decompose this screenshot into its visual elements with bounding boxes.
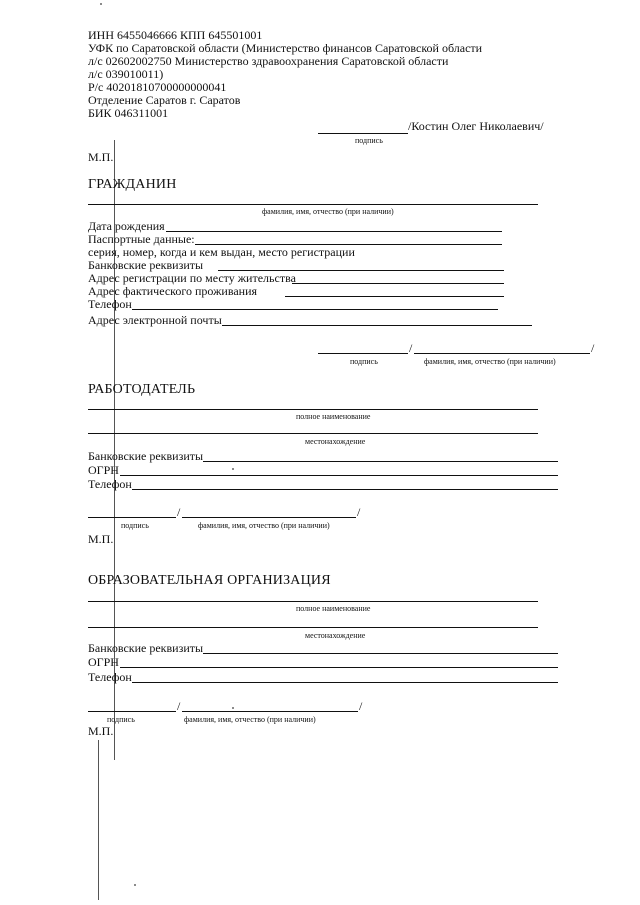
citizen-sign-caption: подпись <box>350 357 378 366</box>
bik: БИК 046311001 <box>88 106 169 120</box>
signer-caption: подпись <box>355 136 383 145</box>
edu-location-caption: местонахождение <box>305 631 366 640</box>
signer-name: /Костин Олег Николаевич/ <box>408 119 544 133</box>
citizen-fio-caption: фамилия, имя, отчество (при наличии) <box>262 207 394 216</box>
employer-phone-field[interactable] <box>132 489 558 490</box>
slash: / <box>177 699 181 713</box>
birth-label: Дата рождения <box>88 219 165 233</box>
edu-signature-line[interactable] <box>88 711 176 712</box>
account-line-2: л/с 039010011) <box>88 67 164 81</box>
employer-heading: РАБОТОДАТЕЛЬ <box>88 382 196 397</box>
employer-sign-caption: подпись <box>121 521 149 530</box>
slash: / <box>359 699 363 713</box>
slash: / <box>177 505 181 519</box>
edu-bank-label: Банковские реквизиты <box>88 641 204 655</box>
actual-address-label: Адрес фактического проживания <box>88 284 258 298</box>
employer-ogrn-label: ОГРН <box>88 463 119 477</box>
employer-stamp-place: М.П. <box>88 532 114 546</box>
passport-detail-label: серия, номер, когда и кем выдан, место регистрации <box>88 245 355 259</box>
reg-address-field[interactable] <box>292 283 504 284</box>
reg-address-label: Адрес регистрации по месту жительства <box>88 271 296 285</box>
account-line-1: л/с 02602002750 Министерство здравоохранения Саратовской области <box>88 54 449 68</box>
ufk-line: УФК по Саратовской области (Министерство финансов Саратовской области <box>88 41 483 55</box>
bank-branch: Отделение Саратов г. Саратов <box>88 93 241 107</box>
email-field[interactable] <box>222 325 532 326</box>
citizen-bank-label: Банковские реквизиты <box>88 258 204 272</box>
citizen-fio-line[interactable] <box>88 204 538 205</box>
slash: / <box>409 341 413 355</box>
email-label: Адрес электронной почты <box>88 313 222 327</box>
scan-speck <box>134 884 136 886</box>
passport-label: Паспортные данные: <box>88 232 195 246</box>
employer-phone-label: Телефон <box>88 477 132 491</box>
edu-bank-field[interactable] <box>203 653 558 654</box>
employer-signature-line[interactable] <box>88 517 176 518</box>
scan-speck <box>100 3 102 5</box>
scan-margin-line-lower <box>98 740 99 900</box>
scan-speck <box>232 707 234 709</box>
citizen-sign-fio-caption: фамилия, имя, отчество (при наличии) <box>424 357 556 366</box>
actual-address-field[interactable] <box>285 296 504 297</box>
employer-bank-label: Банковские реквизиты <box>88 449 204 463</box>
signer-signature-line[interactable] <box>318 133 408 134</box>
citizen-signature-line[interactable] <box>318 353 408 354</box>
employer-sign-fio-line[interactable] <box>182 517 356 518</box>
citizen-heading: ГРАЖДАНИН <box>88 177 177 192</box>
employer-ogrn-field[interactable] <box>120 475 558 476</box>
scan-speck <box>232 468 234 470</box>
slash: / <box>357 505 361 519</box>
employer-location-line[interactable] <box>88 433 538 434</box>
citizen-phone-label: Телефон <box>88 297 132 311</box>
employer-location-caption: местонахождение <box>305 437 366 446</box>
edu-stamp-place: М.П. <box>88 724 114 738</box>
employer-sign-fio-caption: фамилия, имя, отчество (при наличии) <box>198 521 330 530</box>
inn-kpp: ИНН 6455046666 КПП 645501001 <box>88 28 263 42</box>
edu-sign-fio-line[interactable] <box>182 711 358 712</box>
edu-ogrn-field[interactable] <box>120 667 558 668</box>
edu-phone-label: Телефон <box>88 670 132 684</box>
edu-sign-caption: подпись <box>107 715 135 724</box>
employer-bank-field[interactable] <box>203 461 558 462</box>
citizen-sign-fio-line[interactable] <box>414 353 590 354</box>
edu-name-caption: полное наименование <box>296 604 371 613</box>
stamp-place: М.П. <box>88 150 114 164</box>
edu-sign-fio-caption: фамилия, имя, отчество (при наличии) <box>184 715 316 724</box>
employer-name-caption: полное наименование <box>296 412 371 421</box>
edu-heading: ОБРАЗОВАТЕЛЬНАЯ ОРГАНИЗАЦИЯ <box>88 573 331 588</box>
citizen-phone-field[interactable] <box>132 309 498 310</box>
edu-name-line[interactable] <box>88 601 538 602</box>
edu-location-line[interactable] <box>88 627 538 628</box>
settlement-account: Р/с 40201810700000000041 <box>88 80 227 94</box>
slash: / <box>591 341 595 355</box>
employer-name-line[interactable] <box>88 409 538 410</box>
edu-phone-field[interactable] <box>132 682 558 683</box>
birth-field[interactable] <box>166 231 502 232</box>
edu-ogrn-label: ОГРН <box>88 655 119 669</box>
